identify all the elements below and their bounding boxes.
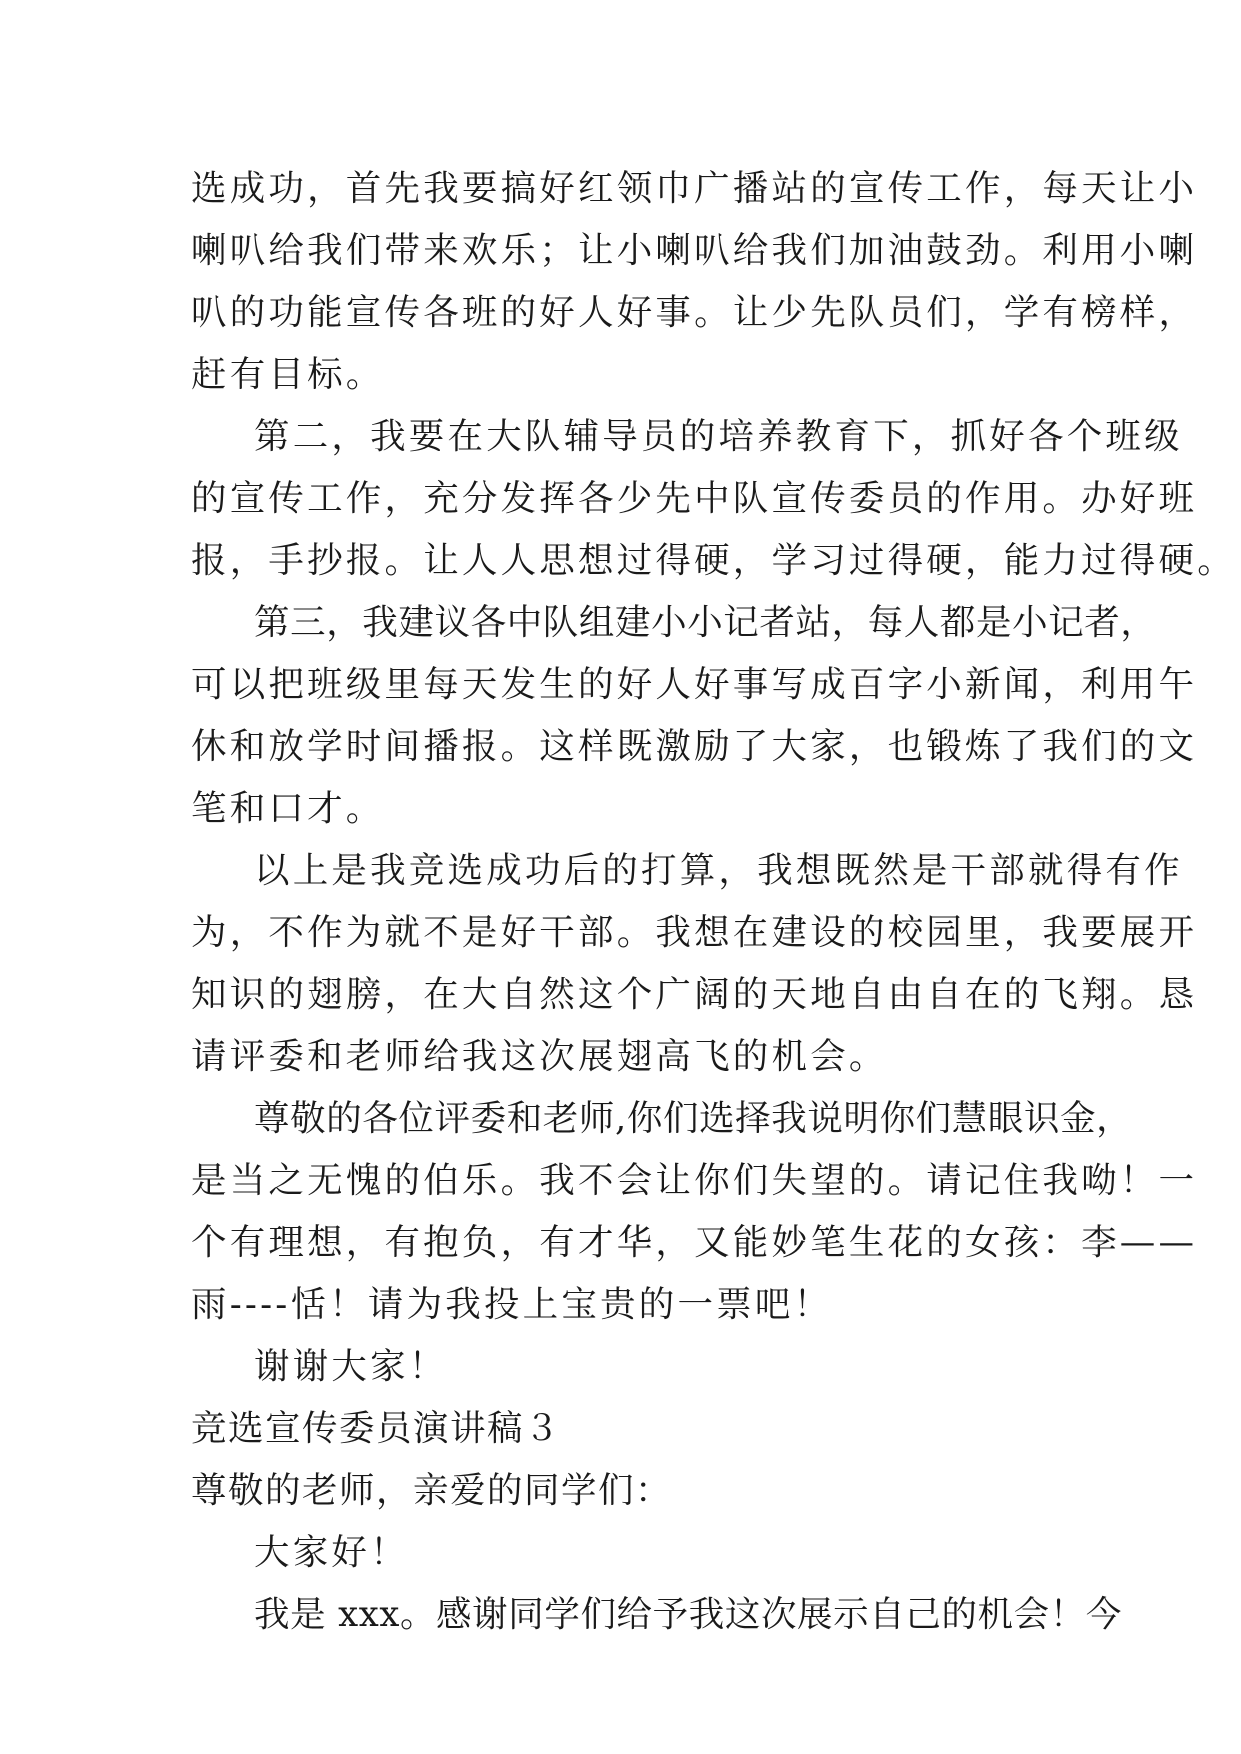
text-line: 请评委和老师给我这次展翅高飞的机会。 — [191, 1036, 888, 1077]
text-line: 叭的功能宣传各班的好人好事。让少先队员们，学有榜样， — [191, 292, 1198, 333]
salutation-line: 尊敬的老师，亲爱的同学们： — [191, 1470, 673, 1511]
paragraph-start-line: 以上是我竞选成功后的打算，我想既然是干部就得有作 — [254, 850, 1183, 891]
text-line: 赶有目标。 — [191, 354, 385, 395]
text-line: 报，手抄报。让人人思想过得硬，学习过得硬，能力过得硬。 — [191, 540, 1236, 581]
paragraph-start-line: 第三，我建议各中队组建小小记者站，每人都是小记者， — [254, 602, 1157, 643]
greeting-line: 大家好！ — [254, 1532, 409, 1573]
text-line: 为，不作为就不是好干部。我想在建设的校园里，我要展开 — [191, 912, 1198, 953]
text-line: 是当之无愧的伯乐。我不会让你们失望的。请记住我呦！一 — [191, 1160, 1198, 1201]
paragraph-start-line: 我是 xxx。感谢同学们给予我这次展示自己的机会！今 — [254, 1594, 1122, 1635]
paragraph-start-line: 尊敬的各位评委和老师,你们选择我说明你们慧眼识金， — [254, 1098, 1133, 1139]
text-line: 个有理想，有抱负，有才华，又能妙笔生花的女孩：李—— — [191, 1222, 1198, 1263]
paragraph-start-line: 第二，我要在大队辅导员的培养教育下，抓好各个班级 — [254, 416, 1183, 457]
text-line: 知识的翅膀，在大自然这个广阔的天地自由自在的飞翔。恳 — [191, 974, 1198, 1015]
text-line: 笔和口才。 — [191, 788, 385, 829]
text-line: 喇叭给我们带来欢乐；让小喇叭给我们加油鼓劲。利用小喇 — [191, 230, 1198, 271]
thanks-line: 谢谢大家！ — [254, 1346, 448, 1387]
text-line: 休和放学时间播报。这样既激励了大家，也锻炼了我们的文 — [191, 726, 1198, 767]
section-title: 竞选宣传委员演讲稿３ — [191, 1408, 562, 1449]
text-line: 雨----恬！请为我投上宝贵的一票吧！ — [191, 1284, 833, 1325]
document-body — [191, 158, 1236, 1646]
text-line: 选成功，首先我要搞好红领巾广播站的宣传工作，每天让小 — [191, 168, 1198, 209]
text-line: 的宣传工作，充分发挥各少先中队宣传委员的作用。办好班 — [191, 478, 1198, 519]
text-line: 可以把班级里每天发生的好人好事写成百字小新闻，利用午 — [191, 664, 1198, 705]
